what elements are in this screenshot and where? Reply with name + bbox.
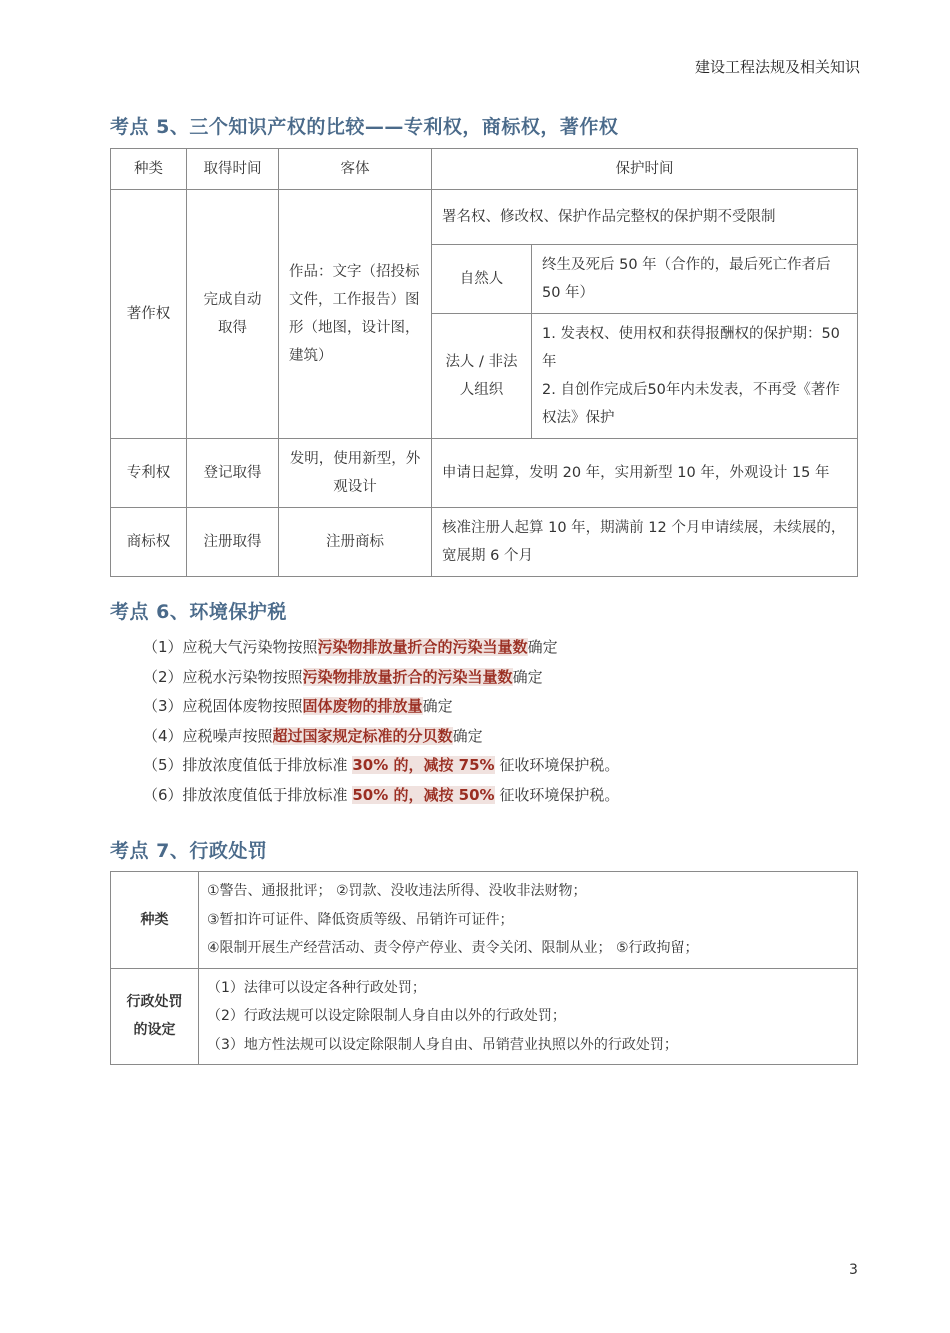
patent-acquire: 登记取得 <box>187 439 279 508</box>
patent-protect: 申请日起算，发明 20 年，实用新型 10 年，外观设计 15 年 <box>432 439 858 508</box>
copyright-protect-general: 署名权、修改权、保护作品完整权的保护期不受限制 <box>432 190 858 245</box>
penalty-types-label: 种类 <box>111 872 199 969</box>
highlight: 30% 的，减按 75% <box>352 756 495 774</box>
legal-person-text <box>532 314 858 439</box>
patent-type: 专利权 <box>111 439 187 508</box>
legal-person-line-1: 1. 发表权、使用权和获得报酬权的保护期：50 年 <box>542 326 840 370</box>
header-type: 种类 <box>111 149 187 190</box>
penalty-setting-label: 行政处罚的设定 <box>111 968 199 1065</box>
trademark-type: 商标权 <box>111 508 187 577</box>
list-item: （4）应税噪声按照超过国家规定标准的分贝数确定 <box>143 726 483 745</box>
page-number: 3 <box>849 1262 858 1278</box>
env-tax-list <box>143 633 619 810</box>
copyright-type: 著作权 <box>111 190 187 439</box>
highlight: 固体废物的排放量 <box>302 697 423 715</box>
penalty-types-line-3: ④限制开展生产经营活动、责令停产停业、责令关闭、限制从业； ⑤行政拘留； <box>207 940 699 956</box>
trademark-acquire: 注册取得 <box>187 508 279 577</box>
legal-person-line-2: 2. 自创作完成后50年内未发表，不再受《著作权法》保护 <box>542 382 840 426</box>
legal-person-label: 法人 / 非法人组织 <box>432 314 532 439</box>
penalty-setting-line-1: （1）法律可以设定各种行政处罚； <box>207 979 426 996</box>
section6-title: 考点 6、环境保护税 <box>110 601 287 623</box>
trademark-protect: 核准注册人起算 10 年，期满前 12 个月申请续展，未续展的，宽展期 6 个月 <box>432 508 858 577</box>
penalty-types-line-1: ①警告、通报批评； ②罚款、没收违法所得、没收非法财物； <box>207 883 587 899</box>
penalty-types-line-2: ③暂扣许可证件、降低资质等级、吊销许可证件； <box>207 911 514 928</box>
section7-title: 考点 7、行政处罚 <box>110 840 268 862</box>
list-item: （6）排放浓度值低于排放标准 50% 的，减按 50% 征收环境保护税。 <box>143 785 620 804</box>
ip-comparison-table <box>110 148 858 577</box>
natural-person-label: 自然人 <box>432 245 532 314</box>
penalty-types-content <box>199 872 858 969</box>
table-row <box>111 190 858 245</box>
penalty-setting-line-2: （2）行政法规可以设定除限制人身自由以外的行政处罚； <box>207 1008 566 1024</box>
header-protect: 保护时间 <box>432 149 858 190</box>
admin-penalty-table <box>110 871 858 1065</box>
highlight: 超过国家规定标准的分贝数 <box>272 726 453 745</box>
table-row <box>111 872 858 969</box>
copyright-acquire: 完成自动取得 <box>187 190 279 439</box>
list-item: （1）应税大气污染物按照污染物排放量折合的污染当量数确定 <box>143 638 558 656</box>
patent-object: 发明，使用新型，外观设计 <box>279 439 432 508</box>
list-item: （5）排放浓度值低于排放标准 30% 的，减按 75% 征收环境保护税。 <box>143 756 620 774</box>
highlight: 50% 的，减按 50% <box>352 785 495 804</box>
table-header-row <box>111 149 858 190</box>
running-header: 建设工程法规及相关知识 <box>694 58 860 76</box>
list-item: （3）应税固体废物按照固体废物的排放量确定 <box>143 697 453 715</box>
list-item: （2）应税水污染物按照污染物排放量折合的污染当量数确定 <box>143 667 543 686</box>
penalty-setting-content <box>199 968 858 1065</box>
table-row <box>111 508 858 577</box>
section5-title: 考点 5、三个知识产权的比较——专利权，商标权，著作权 <box>110 116 619 138</box>
highlight: 污染物排放量折合的污染当量数 <box>317 638 528 656</box>
table-row <box>111 968 858 1065</box>
natural-person-text: 终生及死后 50 年（合作的，最后死亡作者后 50 年） <box>532 245 858 314</box>
header-object: 客体 <box>279 149 432 190</box>
trademark-object: 注册商标 <box>279 508 432 577</box>
header-acquire: 取得时间 <box>187 149 279 190</box>
table-row <box>111 439 858 508</box>
penalty-setting-line-3: （3）地方性法规可以设定除限制人身自由、吊销营业执照以外的行政处罚； <box>207 1036 678 1053</box>
copyright-object: 作品：文字（招投标文件，工作报告）图形（地图，设计图，建筑） <box>279 190 432 439</box>
highlight: 污染物排放量折合的污染当量数 <box>302 667 513 686</box>
